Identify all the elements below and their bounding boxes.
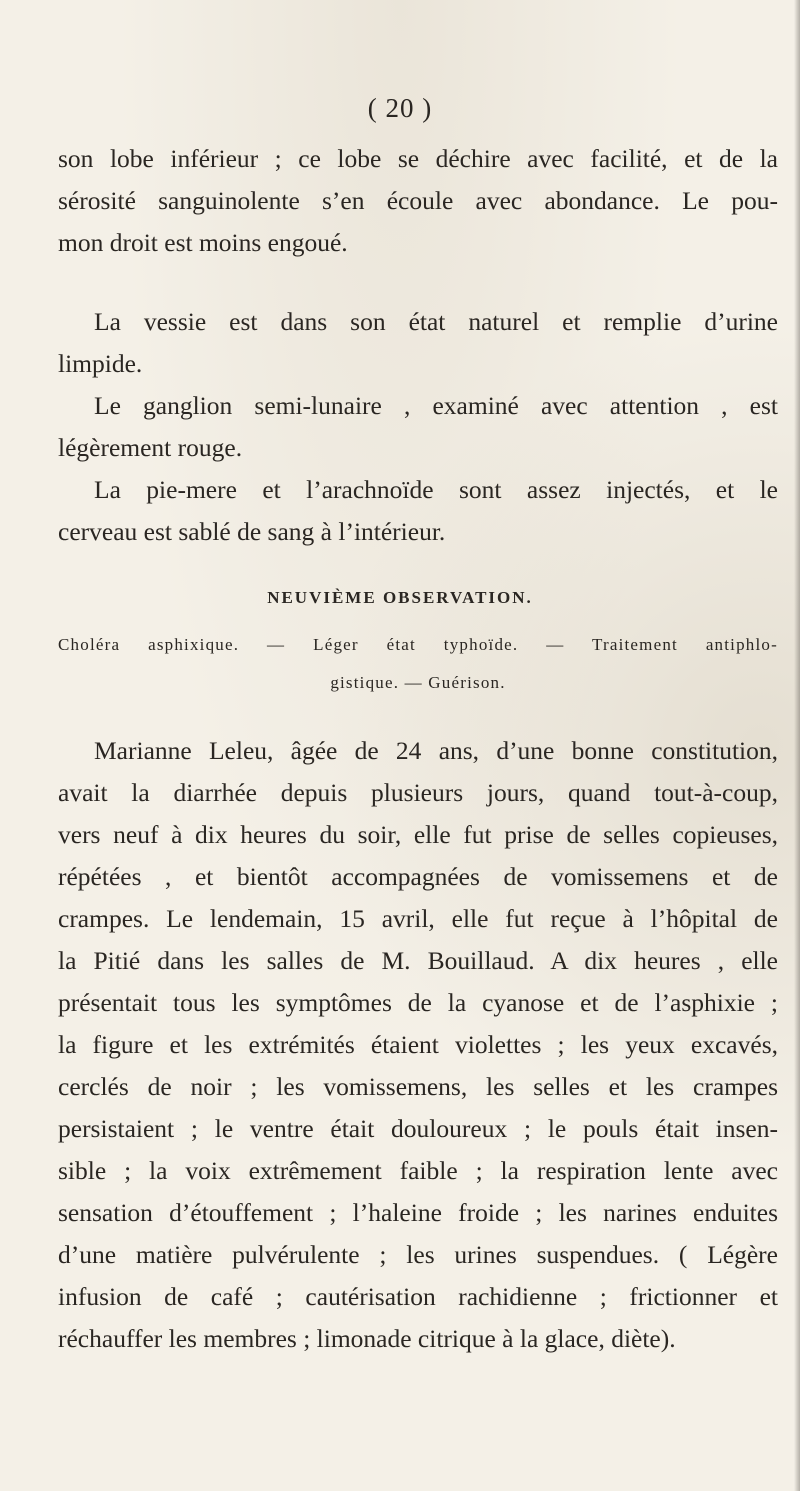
text-line: vers neuf à dix heures du soir, elle fut prise de selles copieuses, bbox=[58, 820, 778, 849]
text-line: avait la diarrhée depuis plusieurs jours, quand tout-à-coup, bbox=[58, 778, 778, 807]
text-line: Marianne Leleu, âgée de 24 ans, d’une bonne constitution, bbox=[94, 736, 778, 765]
text-line: sible ; la voix extrêmement faible ; la respiration lente avec bbox=[58, 1156, 778, 1185]
text-line: persistaient ; le ventre était douloureux ; le pouls était insen- bbox=[58, 1114, 778, 1143]
section-summary-line2: gistique. — Guérison. bbox=[330, 673, 506, 692]
section-title: NEUVIÈME OBSERVATION. bbox=[267, 588, 533, 607]
text-line: infusion de café ; cautérisation rachidienne ; frictionner et bbox=[58, 1282, 778, 1311]
page-number: ( 20 ) bbox=[367, 93, 433, 123]
text-line: crampes. Le lendemain, 15 avril, elle fut reçue à l’hôpital de bbox=[58, 904, 778, 933]
text-line: sensation d’étouffement ; l’haleine froide ; les narines enduites bbox=[58, 1198, 778, 1227]
paragraph-ganglion bbox=[58, 385, 778, 469]
paragraph-lung bbox=[58, 138, 778, 264]
text-line: la Pitié dans les salles de M. Bouillaud. A dix heures , elle bbox=[58, 946, 778, 975]
text-line: La pie-mere et l’arachnoïde sont assez injectés, et le bbox=[94, 475, 778, 504]
text-line: la figure et les extrémités étaient violettes ; les yeux excavés, bbox=[58, 1030, 778, 1059]
text-line: son lobe inférieur ; ce lobe se déchire avec facilité, et de la bbox=[58, 144, 778, 173]
text-line: La vessie est dans son état naturel et remplie d’urine bbox=[94, 307, 778, 336]
text-line: Le ganglion semi-lunaire , examiné avec attention , est bbox=[94, 391, 778, 420]
text-line: mon droit est moins engoué. bbox=[58, 228, 348, 257]
paragraph-brain bbox=[58, 469, 778, 553]
paragraph-bladder bbox=[58, 301, 778, 385]
text-line: répétées , et bientôt accompagnées de vomissemens et de bbox=[58, 862, 778, 891]
text-line: présentait tous les symptômes de la cyanose et de l’asphixie ; bbox=[58, 988, 778, 1017]
observation-paragraph bbox=[58, 730, 778, 1360]
page-edge-shadow bbox=[794, 0, 800, 1491]
text-line: sérosité sanguinolente s’en écoule avec abondance. Le pou- bbox=[58, 186, 778, 215]
text-line: cerveau est sablé de sang à l’intérieur. bbox=[58, 517, 446, 546]
section-summary-line1: Choléra asphixique. — Léger état typhoïde. — Traitement antiphlo- bbox=[58, 635, 778, 654]
text-line: limpide. bbox=[58, 349, 143, 378]
text-line: réchauffer les membres ; limonade citrique à la glace, diète). bbox=[58, 1324, 676, 1353]
text-line: légèrement rouge. bbox=[58, 433, 243, 462]
text-line: cerclés de noir ; les vomissemens, les selles et les crampes bbox=[58, 1072, 778, 1101]
text-line: d’une matière pulvérulente ; les urines suspendues. ( Légère bbox=[58, 1240, 778, 1269]
